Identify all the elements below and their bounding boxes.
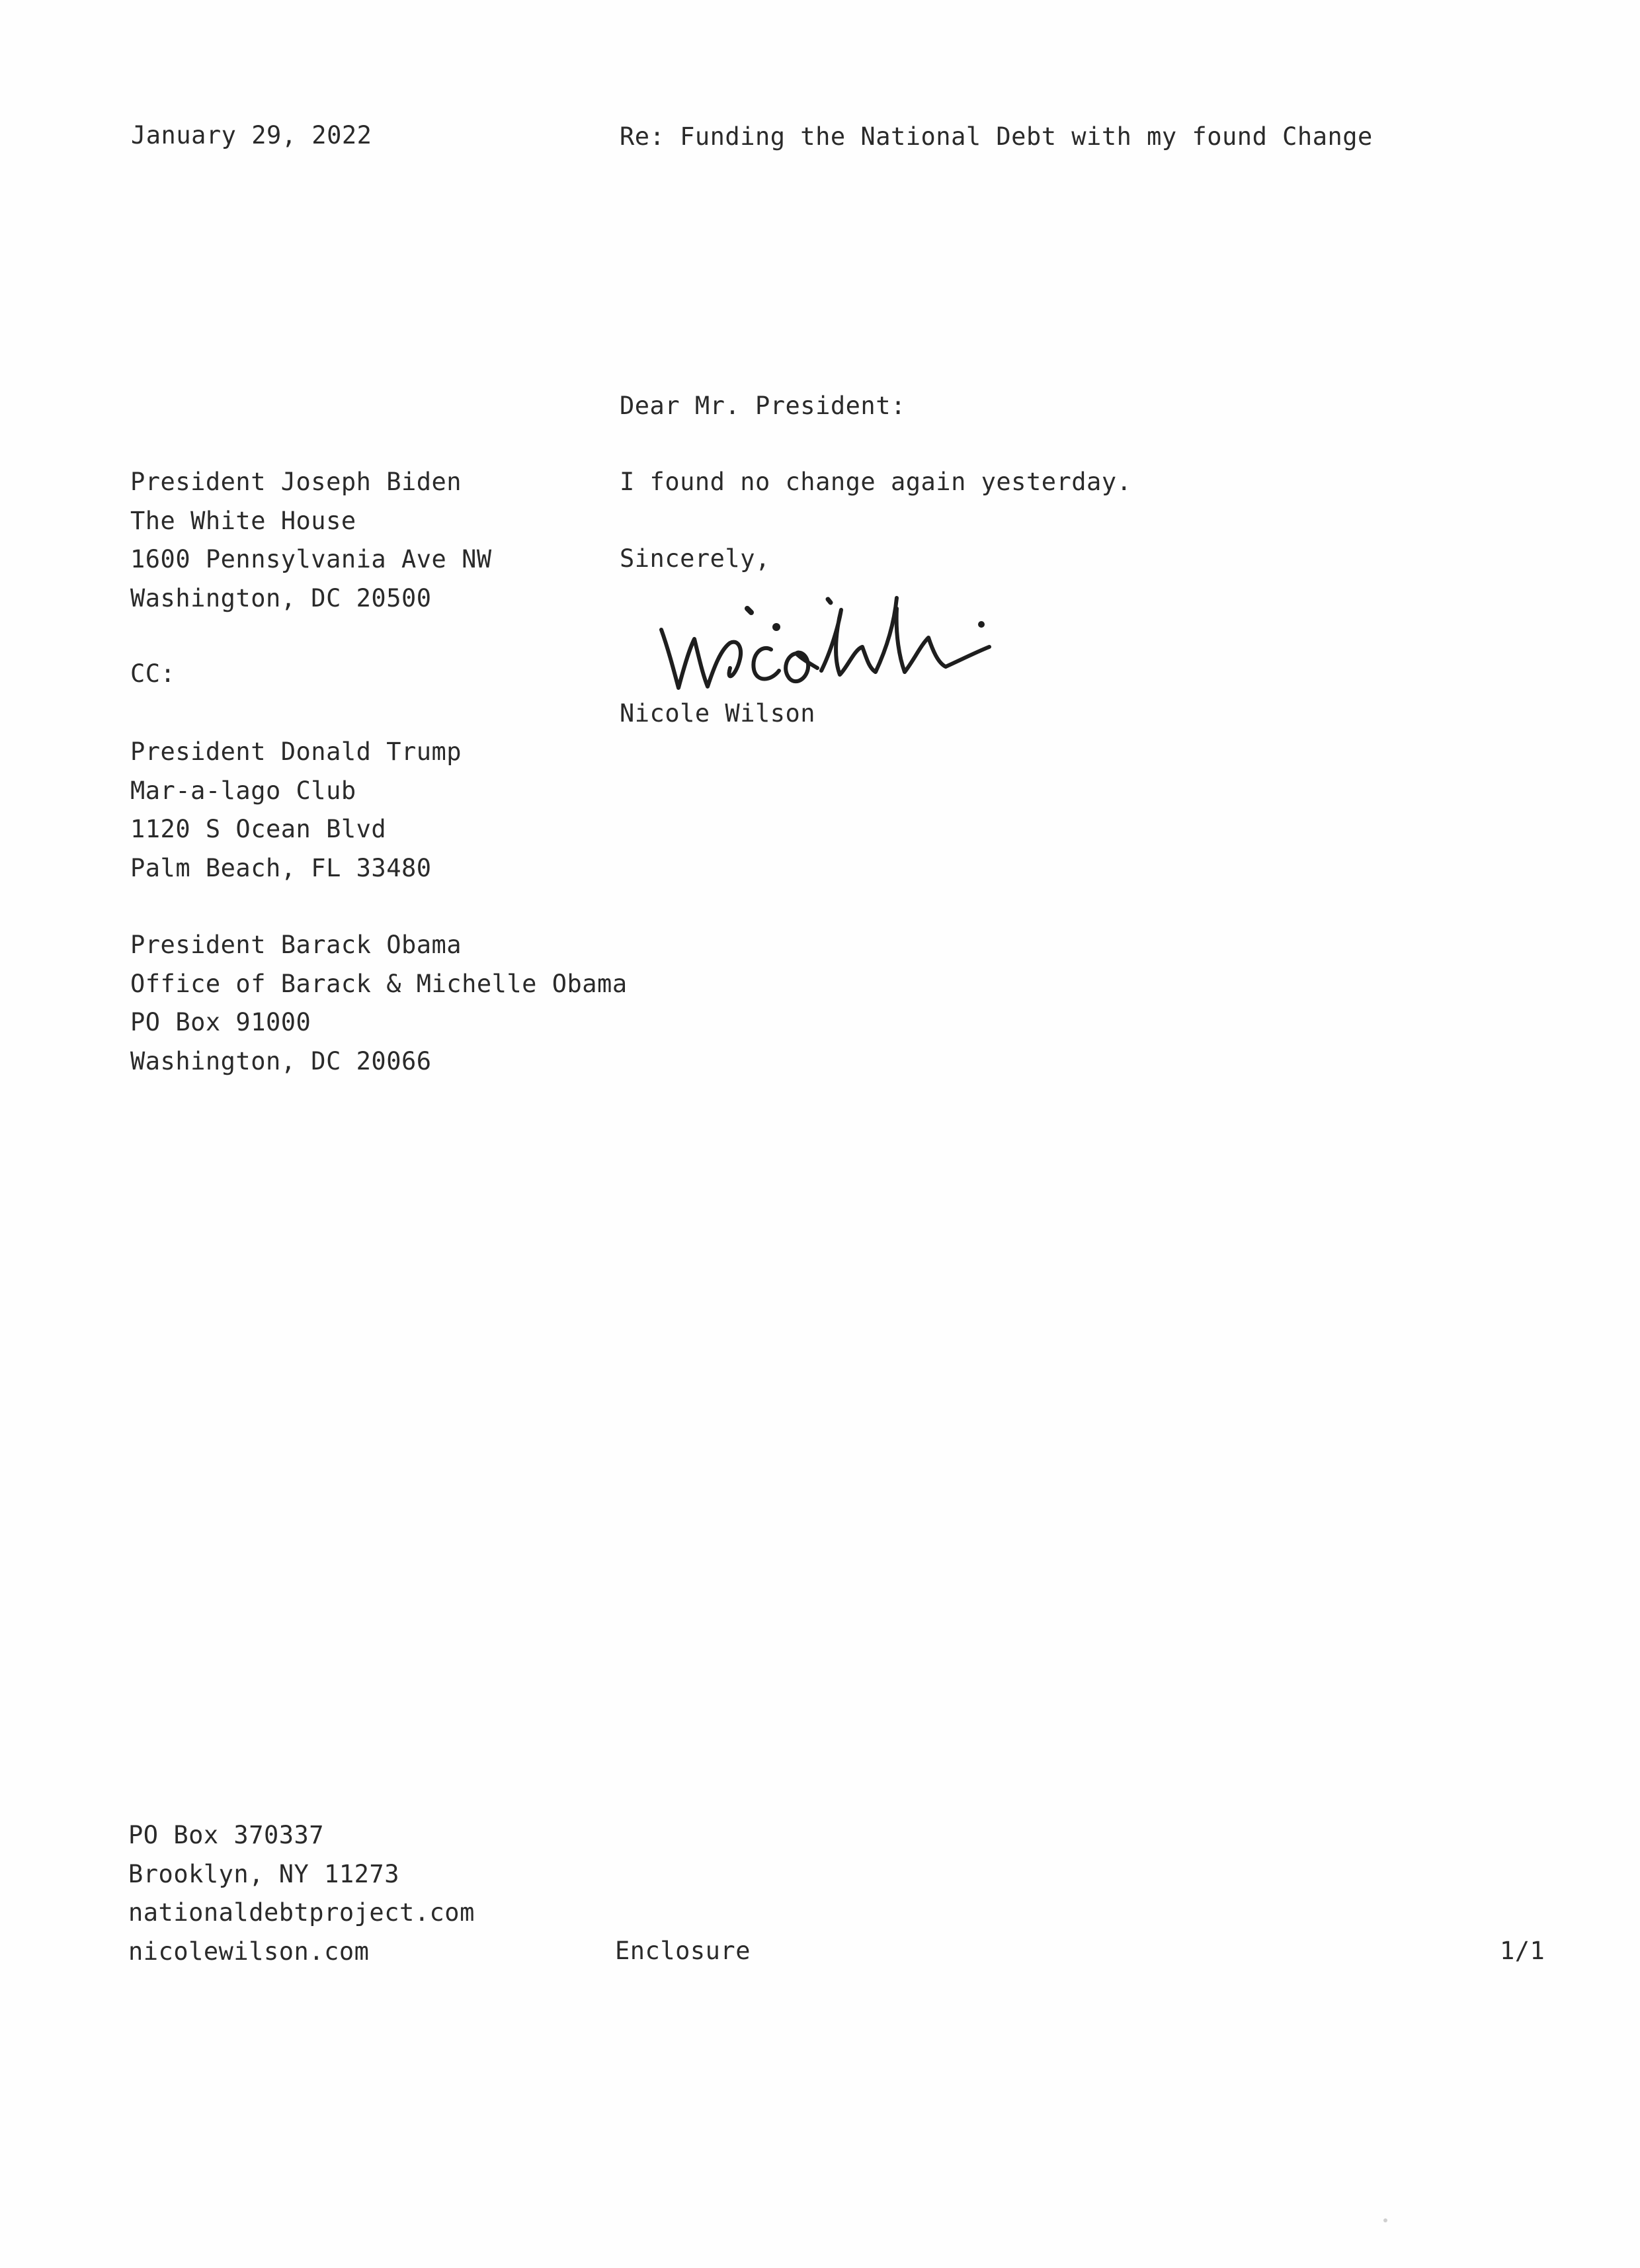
sender-line: Brooklyn, NY 11273 [128, 1859, 399, 1888]
address-line: The White House [130, 506, 356, 535]
signer-name: Nicole Wilson [620, 699, 816, 728]
enclosure-label: Enclosure [615, 1937, 751, 1965]
letter-body: I found no change again yesterday. [620, 468, 1132, 496]
cc-address-trump [130, 733, 462, 888]
sender-line: PO Box 370337 [128, 1821, 325, 1849]
address-line: President Barack Obama [130, 931, 462, 959]
letter-subject: Re: Funding the National Debt with my found Change [620, 122, 1373, 151]
address-line: Palm Beach, FL 33480 [130, 853, 432, 882]
salutation: Dear Mr. President: [620, 392, 906, 420]
address-line: PO Box 91000 [130, 1008, 311, 1036]
address-line: Washington, DC 20066 [130, 1046, 432, 1075]
sender-website-link[interactable]: nationaldebtproject.com [128, 1898, 475, 1927]
address-line: Washington, DC 20500 [130, 583, 432, 612]
address-line: President Joseph Biden [130, 468, 462, 496]
sender-website-link[interactable]: nicolewilson.com [128, 1937, 370, 1966]
address-line: 1600 Pennsylvania Ave NW [130, 545, 492, 573]
letter-date: January 29, 2022 [131, 121, 372, 149]
address-line: Office of Barack & Michelle Obama [130, 969, 628, 998]
address-line: Mar-a-lago Club [130, 776, 356, 805]
address-line: 1120 S Ocean Blvd [130, 815, 387, 843]
scan-speck [1383, 2218, 1387, 2222]
cc-label: CC: [130, 659, 176, 688]
cc-address-obama [130, 926, 628, 1081]
closing: Sincerely, [620, 544, 770, 573]
recipient-address [130, 463, 492, 618]
handwritten-signature [655, 589, 999, 701]
sender-address [128, 1816, 475, 1971]
address-line: President Donald Trump [130, 737, 462, 766]
page-number: 1/1 [1500, 1937, 1545, 1965]
